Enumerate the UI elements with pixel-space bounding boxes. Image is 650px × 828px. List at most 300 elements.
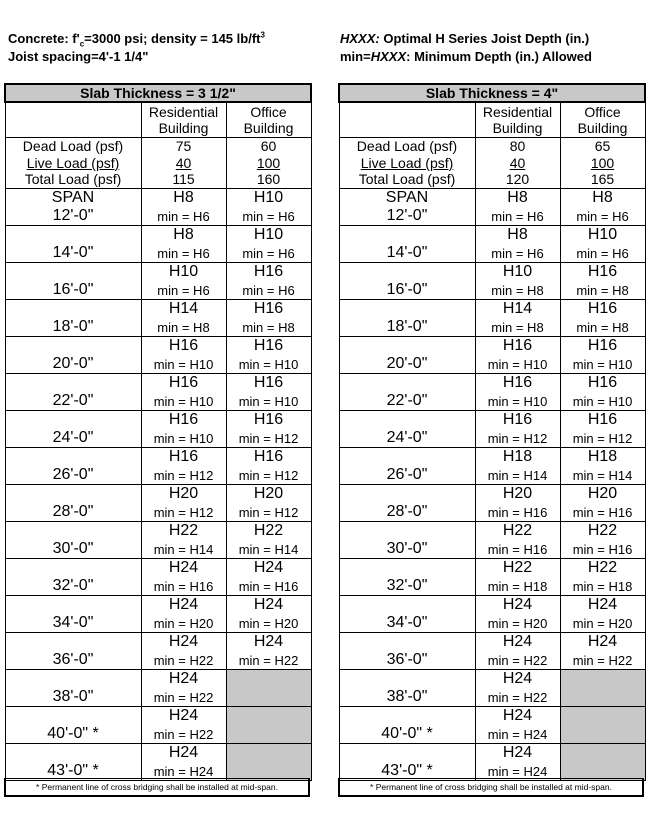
span-cell [339, 633, 475, 670]
not-applicable-cell [226, 744, 311, 781]
office-joist-cell [560, 300, 645, 337]
span-value: 22'-0" [52, 392, 94, 409]
span-value: 43'-0" * [381, 762, 433, 779]
residential-joist-depth: H22 [502, 522, 533, 539]
span-cell [339, 374, 475, 411]
residential-load: 40 [509, 154, 526, 171]
residential-joist-cell [475, 670, 560, 707]
span-cell [339, 596, 475, 633]
joist-spacing: Joist spacing=4'-1 1/4" [8, 49, 149, 64]
office-label-1: Office [584, 104, 621, 120]
residential-joist-cell [141, 670, 226, 707]
office-joist-cell [226, 559, 311, 596]
residential-load: 80 [509, 138, 526, 155]
office-joist-min: min = H12 [238, 468, 299, 483]
office-joist-min: min = H18 [572, 579, 633, 594]
residential-joist-cell [475, 596, 560, 633]
residential-joist-min: min = H22 [487, 690, 548, 705]
residential-joist-depth: H16 [502, 374, 533, 391]
office-joist-min: min = H10 [238, 394, 299, 409]
table-row [339, 374, 645, 411]
office-joist-min: min = H12 [572, 431, 633, 446]
span-value: 34'-0" [52, 614, 94, 631]
residential-joist-cell [475, 189, 560, 226]
span-value: 38'-0" [386, 688, 428, 705]
residential-joist-min: min = H8 [491, 283, 544, 298]
residential-joist-min: min = H16 [487, 542, 548, 557]
residential-joist-depth: H16 [502, 337, 533, 354]
residential-joist-cell [475, 633, 560, 670]
span-value: 32'-0" [386, 577, 428, 594]
table-row [5, 670, 311, 707]
office-joist-cell [226, 337, 311, 374]
office-joist-depth: H16 [587, 300, 618, 317]
office-joist-cell [560, 374, 645, 411]
residential-label-2: Building [158, 120, 209, 136]
span-cell [339, 263, 475, 300]
span-cell [5, 744, 141, 781]
span-cell [339, 189, 475, 226]
header-right [340, 30, 592, 66]
footnote-right: * Permanent line of cross bridging shall be installed at mid-span. [338, 778, 644, 797]
residential-joist-min: min = H10 [487, 394, 548, 409]
office-load: 165 [590, 171, 615, 188]
residential-joist-min: min = H10 [153, 394, 214, 409]
residential-joist-min: min = H6 [157, 283, 210, 298]
residential-joist-min: min = H22 [153, 690, 214, 705]
span-value: 28'-0" [52, 503, 94, 520]
load-label-cell [339, 138, 475, 189]
span-cell [339, 707, 475, 744]
office-joist-depth: H18 [587, 448, 618, 465]
residential-joist-min: min = H6 [491, 246, 544, 261]
residential-joist-min: min = H14 [487, 468, 548, 483]
residential-load: 40 [175, 154, 192, 171]
residential-joist-min: min = H6 [157, 246, 210, 261]
residential-joist-cell [475, 744, 560, 781]
office-load: 160 [256, 171, 281, 188]
office-joist-cell [560, 337, 645, 374]
office-label-1: Office [250, 104, 287, 120]
residential-joist-depth: H24 [502, 670, 533, 687]
office-joist-min: min = H10 [238, 357, 299, 372]
residential-joist-cell [475, 559, 560, 596]
residential-joist-depth: H8 [507, 189, 528, 206]
office-joist-depth: H8 [592, 189, 613, 206]
span-value: 12'-0" [52, 207, 94, 224]
table-row [339, 633, 645, 670]
residential-joist-cell [141, 707, 226, 744]
table-row [339, 707, 645, 744]
residential-label-1: Residential [148, 104, 219, 120]
load-label: Dead Load (psf) [22, 138, 124, 155]
residential-joist-cell [141, 633, 226, 670]
residential-joist-cell [141, 263, 226, 300]
office-joist-cell [560, 189, 645, 226]
span-cell [339, 485, 475, 522]
span-value: 14'-0" [386, 244, 428, 261]
residential-joist-depth: H8 [507, 226, 528, 243]
office-joist-min: min = H6 [242, 246, 295, 261]
table-slab-3-5 [4, 83, 310, 781]
residential-joist-min: min = H16 [487, 505, 548, 520]
residential-load-cell [141, 138, 226, 189]
residential-joist-depth: H16 [168, 374, 199, 391]
office-joist-depth: H24 [253, 633, 284, 650]
office-joist-min: min = H16 [238, 579, 299, 594]
residential-joist-min: min = H6 [491, 209, 544, 224]
table-title: Slab Thickness = 3 1/2" [5, 84, 311, 102]
office-joist-cell [560, 633, 645, 670]
residential-joist-cell [141, 411, 226, 448]
table-title-row [339, 84, 645, 102]
table-row [5, 374, 311, 411]
span-value: 22'-0" [386, 392, 428, 409]
table-row [5, 633, 311, 670]
office-joist-min: min = H8 [576, 320, 629, 335]
residential-joist-min: min = H10 [153, 431, 214, 446]
office-joist-depth: H22 [587, 559, 618, 576]
residential-joist-min: min = H10 [153, 357, 214, 372]
legend-optimal: HXXX: Optimal H Series Joist Depth (in.) [340, 31, 590, 46]
residential-load: 115 [172, 171, 195, 188]
span-value: 12'-0" [386, 207, 428, 224]
residential-joist-cell [475, 337, 560, 374]
residential-joist-depth: H16 [168, 411, 199, 428]
office-joist-cell [560, 226, 645, 263]
residential-joist-cell [141, 226, 226, 263]
office-joist-cell [226, 374, 311, 411]
residential-joist-min: min = H24 [487, 764, 548, 779]
table-row [339, 485, 645, 522]
span-cell [5, 411, 141, 448]
table-row [339, 596, 645, 633]
residential-joist-depth: H16 [168, 448, 199, 465]
span-cell [5, 374, 141, 411]
residential-joist-min: min = H16 [153, 579, 214, 594]
office-joist-depth: H16 [253, 374, 284, 391]
residential-joist-depth: H24 [502, 744, 533, 761]
table-row [5, 596, 311, 633]
residential-header [475, 102, 560, 138]
span-cell [5, 633, 141, 670]
span-cell [5, 485, 141, 522]
office-joist-min: min = H8 [576, 283, 629, 298]
table-row [5, 522, 311, 559]
residential-header [141, 102, 226, 138]
residential-joist-depth: H10 [502, 263, 533, 280]
span-header: SPAN [51, 189, 95, 206]
residential-joist-min: min = H8 [157, 320, 210, 335]
span-value: 30'-0" [386, 540, 428, 557]
residential-load-cell [475, 138, 560, 189]
residential-joist-cell [475, 374, 560, 411]
office-joist-min: min = H6 [576, 246, 629, 261]
residential-joist-min: min = H24 [487, 727, 548, 742]
office-joist-min: min = H12 [238, 505, 299, 520]
header-left [8, 30, 265, 66]
office-label-2: Building [577, 120, 628, 136]
span-cell [5, 707, 141, 744]
span-cell [339, 559, 475, 596]
table-row [339, 337, 645, 374]
span-value: 24'-0" [386, 429, 428, 446]
not-applicable-cell [560, 670, 645, 707]
residential-joist-min: min = H20 [487, 616, 548, 631]
table-slab-4 [338, 83, 644, 781]
table-row [5, 559, 311, 596]
table-row [339, 300, 645, 337]
loads-row [5, 138, 311, 189]
office-joist-depth: H24 [587, 596, 618, 613]
span-value: 18'-0" [52, 318, 94, 335]
table-row [339, 411, 645, 448]
office-joist-min: min = H14 [238, 542, 299, 557]
span-cell [5, 448, 141, 485]
table-row [5, 448, 311, 485]
office-joist-cell [560, 448, 645, 485]
residential-load: 120 [505, 171, 530, 188]
residential-joist-cell [475, 485, 560, 522]
residential-load: 75 [175, 138, 192, 155]
span-cell [339, 448, 475, 485]
residential-joist-cell [141, 300, 226, 337]
span-cell [339, 337, 475, 374]
span-value: 24'-0" [52, 429, 94, 446]
legend-minimum: min=HXXX: Minimum Depth (in.) Allowed [340, 49, 592, 64]
office-joist-cell [226, 263, 311, 300]
residential-joist-cell [475, 263, 560, 300]
table-row [5, 485, 311, 522]
residential-joist-min: min = H12 [153, 468, 214, 483]
office-joist-depth: H24 [253, 596, 284, 613]
residential-joist-depth: H10 [168, 263, 199, 280]
table-row [5, 189, 311, 226]
load-label: Live Load (psf) [360, 154, 454, 171]
residential-joist-depth: H22 [502, 559, 533, 576]
table-row [339, 670, 645, 707]
office-joist-cell [560, 485, 645, 522]
load-label: Total Load (psf) [24, 171, 122, 188]
span-value: 36'-0" [52, 651, 94, 668]
span-value: 18'-0" [386, 318, 428, 335]
residential-joist-min: min = H22 [153, 653, 214, 668]
residential-joist-cell [475, 522, 560, 559]
residential-joist-cell [141, 448, 226, 485]
office-joist-min: min = H14 [572, 468, 633, 483]
not-applicable-cell [226, 670, 311, 707]
residential-joist-cell [475, 411, 560, 448]
residential-joist-min: min = H22 [487, 653, 548, 668]
office-joist-cell [226, 522, 311, 559]
office-load: 60 [260, 138, 277, 155]
residential-joist-cell [141, 485, 226, 522]
office-header [226, 102, 311, 138]
office-joist-depth: H20 [587, 485, 618, 502]
span-cell [339, 744, 475, 781]
table-row [339, 448, 645, 485]
office-joist-min: min = H10 [572, 394, 633, 409]
span-cell [5, 226, 141, 263]
blank-header-cell [339, 102, 475, 138]
office-joist-min: min = H20 [572, 616, 633, 631]
office-joist-cell [226, 226, 311, 263]
table-row [5, 263, 311, 300]
residential-joist-min: min = H10 [487, 357, 548, 372]
span-value: 36'-0" [386, 651, 428, 668]
span-value: 43'-0" * [47, 762, 99, 779]
table-title-row [5, 84, 311, 102]
table-row [339, 559, 645, 596]
office-joist-min: min = H22 [238, 653, 299, 668]
office-load: 100 [590, 154, 615, 171]
residential-joist-cell [475, 707, 560, 744]
span-cell [5, 596, 141, 633]
span-value: 16'-0" [52, 281, 94, 298]
residential-joist-cell [141, 189, 226, 226]
office-joist-cell [226, 633, 311, 670]
residential-joist-depth: H8 [173, 226, 194, 243]
office-joist-cell [226, 448, 311, 485]
office-joist-cell [226, 596, 311, 633]
office-joist-depth: H16 [253, 337, 284, 354]
office-joist-min: min = H6 [242, 209, 295, 224]
span-value: 38'-0" [52, 688, 94, 705]
office-joist-min: min = H8 [242, 320, 295, 335]
residential-joist-cell [141, 744, 226, 781]
residential-joist-cell [475, 448, 560, 485]
office-joist-depth: H16 [587, 374, 618, 391]
residential-joist-depth: H24 [502, 707, 533, 724]
office-load: 100 [256, 154, 281, 171]
residential-joist-depth: H14 [168, 300, 199, 317]
office-joist-depth: H16 [587, 263, 618, 280]
residential-joist-min: min = H24 [153, 764, 214, 779]
span-cell [339, 300, 475, 337]
office-joist-depth: H20 [253, 485, 284, 502]
load-label: Dead Load (psf) [356, 138, 458, 155]
office-joist-min: min = H6 [576, 209, 629, 224]
table-row [339, 226, 645, 263]
office-joist-min: min = H16 [572, 505, 633, 520]
residential-joist-min: min = H18 [487, 579, 548, 594]
office-joist-depth: H16 [587, 411, 618, 428]
office-joist-min: min = H22 [572, 653, 633, 668]
office-joist-depth: H24 [587, 633, 618, 650]
office-joist-cell [226, 189, 311, 226]
joist-table [338, 83, 646, 781]
residential-joist-depth: H20 [502, 485, 533, 502]
office-joist-depth: H22 [587, 522, 618, 539]
office-joist-depth: H10 [587, 226, 618, 243]
office-joist-min: min = H6 [242, 283, 295, 298]
office-joist-cell [560, 411, 645, 448]
building-header-row [339, 102, 645, 138]
residential-joist-depth: H24 [502, 633, 533, 650]
span-cell [5, 670, 141, 707]
office-load-cell [560, 138, 645, 189]
span-cell [5, 559, 141, 596]
not-applicable-cell [226, 707, 311, 744]
residential-joist-depth: H18 [502, 448, 533, 465]
span-value: 40'-0" * [47, 725, 99, 742]
office-joist-depth: H16 [253, 263, 284, 280]
residential-joist-depth: H24 [502, 596, 533, 613]
office-joist-depth: H16 [253, 448, 284, 465]
table-row [5, 337, 311, 374]
span-value: 34'-0" [386, 614, 428, 631]
span-value: 16'-0" [386, 281, 428, 298]
table-row [5, 226, 311, 263]
office-joist-cell [560, 559, 645, 596]
loads-row [339, 138, 645, 189]
span-value: 30'-0" [52, 540, 94, 557]
office-joist-cell [560, 522, 645, 559]
span-cell [339, 670, 475, 707]
table-row [339, 522, 645, 559]
residential-joist-depth: H24 [168, 707, 199, 724]
residential-joist-cell [475, 300, 560, 337]
office-joist-cell [226, 411, 311, 448]
residential-joist-depth: H24 [168, 744, 199, 761]
residential-joist-min: min = H14 [153, 542, 214, 557]
span-value: 20'-0" [386, 355, 428, 372]
span-cell [5, 263, 141, 300]
office-joist-depth: H16 [587, 337, 618, 354]
residential-joist-cell [475, 226, 560, 263]
building-header-row [5, 102, 311, 138]
residential-joist-depth: H24 [168, 559, 199, 576]
office-joist-depth: H22 [253, 522, 284, 539]
office-joist-min: min = H20 [238, 616, 299, 631]
residential-joist-min: min = H12 [487, 431, 548, 446]
residential-joist-min: min = H20 [153, 616, 214, 631]
residential-joist-cell [141, 522, 226, 559]
residential-joist-cell [141, 374, 226, 411]
office-joist-min: min = H10 [572, 357, 633, 372]
residential-joist-depth: H8 [173, 189, 194, 206]
residential-joist-depth: H14 [502, 300, 533, 317]
span-cell [339, 411, 475, 448]
residential-joist-depth: H22 [168, 522, 199, 539]
span-cell [339, 226, 475, 263]
office-joist-depth: H16 [253, 411, 284, 428]
not-applicable-cell [560, 744, 645, 781]
office-joist-depth: H16 [253, 300, 284, 317]
office-joist-cell [560, 263, 645, 300]
office-label-2: Building [243, 120, 294, 136]
footnote-left: * Permanent line of cross bridging shall be installed at mid-span. [4, 778, 310, 797]
office-header [560, 102, 645, 138]
blank-header-cell [5, 102, 141, 138]
office-joist-depth: H10 [253, 226, 284, 243]
span-value: 20'-0" [52, 355, 94, 372]
residential-joist-min: min = H12 [153, 505, 214, 520]
span-cell [5, 300, 141, 337]
load-label: Live Load (psf) [26, 154, 120, 171]
table-row [339, 263, 645, 300]
office-joist-min: min = H12 [238, 431, 299, 446]
table-row [5, 411, 311, 448]
residential-joist-depth: H24 [168, 670, 199, 687]
residential-joist-cell [141, 559, 226, 596]
span-value: 26'-0" [52, 466, 94, 483]
residential-joist-min: min = H22 [153, 727, 214, 742]
office-joist-depth: H24 [253, 559, 284, 576]
span-value: 32'-0" [52, 577, 94, 594]
concrete-spec: Concrete: $f'_c=3000$ psi; density = 145 $lb/ft^3$ [8, 30, 265, 49]
load-label: Total Load (psf) [358, 171, 456, 188]
